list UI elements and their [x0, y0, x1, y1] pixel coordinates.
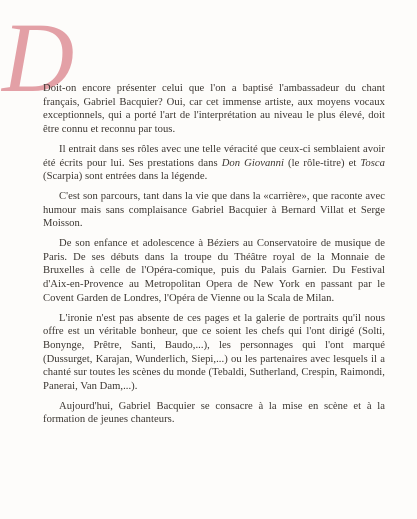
- opera-title: Don Giovanni: [221, 157, 284, 169]
- paragraph-3: C'est son parcours, tant dans la vie que dans la «carrière», que raconte avec humour mais sans complaisance Gabriel Bacquier à Bernard Villat et Serge Moisson.: [43, 190, 385, 230]
- paragraph-4: De son enfance et adolescence à Béziers au Conservatoire de musique de Paris. De ses débuts dans la troupe du Théâtre royal de la Monnaie de Bruxelles à celle de l'Opéra-comique, puis du Palais Garnier. Du Festival d'Aix-en-Provence au Metropolitan Opera de New York en passant par le Covent Garden de Londres, l'Opéra de Vienne ou la Scala de Milan.: [43, 238, 385, 304]
- paragraph-2: Il entrait dans ses rôles avec une telle véracité que ceux-ci semblaient avoir été écrits pour lui. Ses prestations dans Don Giovanni (le rôle-titre) et Tosca (Scarpia) sont entrées dans la légende.: [43, 143, 385, 183]
- opera-title: Tosca: [360, 157, 385, 169]
- paragraph-5: L'ironie n'est pas absente de ces pages et la galerie de portraits qu'il nous offre est un véritable bonheur, que ce soient les chefs qui l'ont dirigé (Solti, Bonynge, Prêtre, Santi, Baudo,...), les personnages qui l'ont marqué (Dussurget, Karajan, Wunderlich, Siepi,...) ou les partenaires avec lesquels il a chanté sur toutes les scènes du monde (Tebaldi, Sutherland, Crespin, Raimondi, Panerai, Van Dam,...).: [43, 312, 385, 393]
- body-text: [43, 82, 385, 433]
- paragraph-6: Aujourd'hui, Gabriel Bacquier se consacre à la mise en scène et à la formation de jeunes chanteurs.: [43, 400, 385, 426]
- drop-cap-letter: D: [2, 2, 75, 113]
- paragraph-1: Doit-on encore présenter celui que l'on a baptisé l'ambassadeur du chant français, Gabriel Bacquier? Oui, car cet immense artiste, aux moyens vocaux exceptionnels, qui a porté l'art de l'interprétation au niveau le plus élevé, doit être connu et reconnu par tous.: [43, 83, 385, 136]
